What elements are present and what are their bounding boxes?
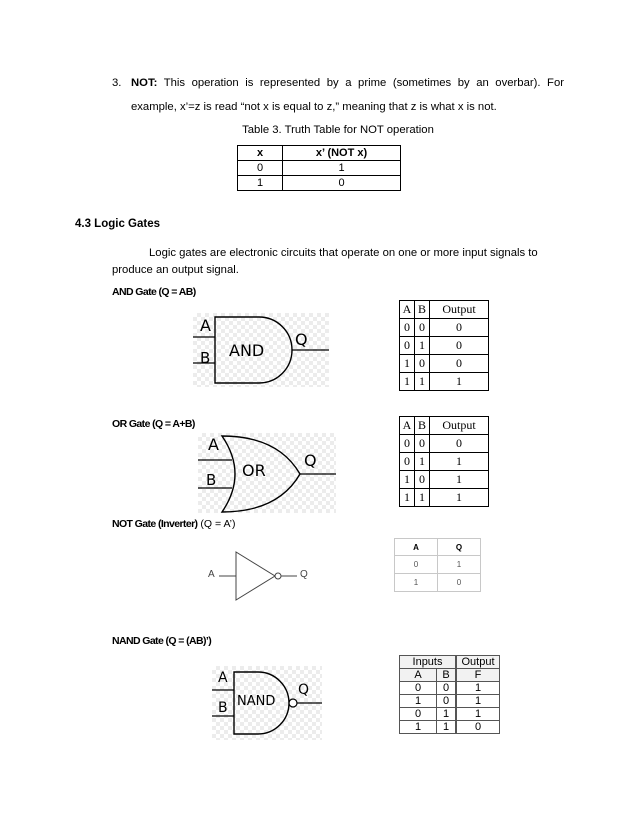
table-cell: 1 — [400, 373, 415, 391]
or-gate-symbol — [198, 433, 336, 513]
not-gate-symbol — [205, 548, 325, 604]
or-input-a-label: A — [208, 435, 219, 454]
table3-caption: Table 3. Truth Table for NOT operation — [242, 124, 434, 136]
not-gate-heading — [112, 518, 236, 530]
table-cell: 0 — [430, 337, 489, 355]
nand-gate-title: NAND Gate (Q = (AB)’) — [112, 635, 212, 647]
table-cell: 1 — [456, 682, 500, 695]
table-group-header: Inputs — [400, 656, 457, 669]
table-cell: 1 — [238, 176, 283, 191]
table-cell: 0 — [400, 435, 415, 453]
table-cell: 1 — [456, 695, 500, 708]
table-cell: 1 — [430, 453, 489, 471]
table-cell: 0 — [437, 682, 457, 695]
table-header-cell: Q — [438, 539, 481, 556]
table-cell: 0 — [437, 695, 457, 708]
table-cell: 1 — [437, 708, 457, 721]
and-gate-name: AND — [229, 341, 265, 360]
table-cell: 0 — [400, 682, 437, 695]
not-gate-title: NOT Gate (Inverter) — [112, 518, 198, 530]
or-truth-table — [399, 416, 489, 507]
table-header-cell: A — [400, 669, 437, 682]
or-gate-name: OR — [242, 461, 266, 480]
nand-truth-table — [399, 655, 500, 734]
table-cell: 1 — [438, 556, 481, 574]
not-truth-table — [394, 538, 481, 592]
nand-output-q-label: Q — [298, 682, 310, 698]
table-header-cell: A — [395, 539, 438, 556]
and-input-b-label: B — [200, 349, 211, 367]
table-cell: 1 — [415, 453, 430, 471]
table-cell: 0 — [456, 721, 500, 734]
table-cell: 1 — [400, 721, 437, 734]
table-cell: 1 — [415, 337, 430, 355]
table-cell: 1 — [415, 373, 430, 391]
and-input-a-label: A — [200, 316, 211, 335]
item3-text2: example, x’=z is read “not x is equal to z,” meaning that z is what x is not. — [131, 101, 497, 113]
table-cell: 1 — [395, 574, 438, 592]
and-gate-symbol — [193, 313, 329, 387]
table-cell: 0 — [415, 435, 430, 453]
or-output-q-label: Q — [304, 451, 317, 470]
or-input-b-label: B — [206, 471, 217, 489]
table-cell: 1 — [456, 708, 500, 721]
table-cell: 0 — [395, 556, 438, 574]
table-header-cell: B — [415, 417, 430, 435]
table-cell: 0 — [400, 319, 415, 337]
item3-label: NOT: — [131, 77, 158, 89]
table-cell: 0 — [400, 453, 415, 471]
table-header-cell: F — [456, 669, 500, 682]
table-cell: 0 — [415, 319, 430, 337]
table-cell: 0 — [430, 355, 489, 373]
table-cell: 1 — [400, 471, 415, 489]
table-header-cell: x — [238, 146, 283, 161]
table-cell: 1 — [283, 161, 401, 176]
and-gate-title: AND Gate (Q = AB) — [112, 286, 196, 298]
nand-gate-name: NAND — [237, 694, 276, 709]
not-input-a-label: A — [208, 569, 215, 580]
table-header-cell: A — [400, 417, 415, 435]
table-header-cell: A — [400, 301, 415, 319]
table-cell: 0 — [400, 708, 437, 721]
table-cell: 1 — [430, 373, 489, 391]
table3-not-truth-table — [237, 145, 401, 191]
not-output-q-label: Q — [300, 569, 308, 580]
table-cell: 1 — [400, 695, 437, 708]
table-header-cell: Output — [430, 417, 489, 435]
table-cell: 0 — [238, 161, 283, 176]
not-gate-formula: (Q = A’) — [200, 518, 236, 530]
section-intro-line2: produce an output signal. — [112, 264, 239, 276]
table-cell: 0 — [283, 176, 401, 191]
table-header-cell: B — [415, 301, 430, 319]
table-cell: 0 — [438, 574, 481, 592]
nand-input-a-label: A — [218, 670, 228, 686]
table-header-cell: B — [437, 669, 457, 682]
table-cell: 1 — [437, 721, 457, 734]
table-cell: 1 — [430, 489, 489, 507]
table-cell: 1 — [415, 489, 430, 507]
and-truth-table — [399, 300, 489, 391]
table-cell: 0 — [415, 471, 430, 489]
table-cell: 1 — [430, 471, 489, 489]
list-number: 3. — [112, 77, 122, 89]
table-cell: 0 — [415, 355, 430, 373]
table-header-cell: Output — [430, 301, 489, 319]
table-cell: 0 — [430, 319, 489, 337]
table-cell: 0 — [430, 435, 489, 453]
section-heading: 4.3 Logic Gates — [75, 218, 161, 230]
item3-text1: This operation is represented by a prime (sometimes by an overbar). For — [163, 77, 564, 89]
table-cell: 1 — [400, 489, 415, 507]
item3-line1 — [131, 74, 564, 92]
table-cell: 1 — [400, 355, 415, 373]
table-header-cell: x’ (NOT x) — [283, 146, 401, 161]
nand-gate-symbol — [212, 666, 322, 740]
table-cell: 0 — [400, 337, 415, 355]
or-gate-title: OR Gate (Q = A+B) — [112, 418, 195, 430]
table-group-header: Output — [456, 656, 500, 669]
and-output-q-label: Q — [295, 330, 308, 349]
section-intro-line1: Logic gates are electronic circuits that operate on one or more input signals to — [149, 247, 538, 259]
nand-input-b-label: B — [218, 700, 228, 716]
